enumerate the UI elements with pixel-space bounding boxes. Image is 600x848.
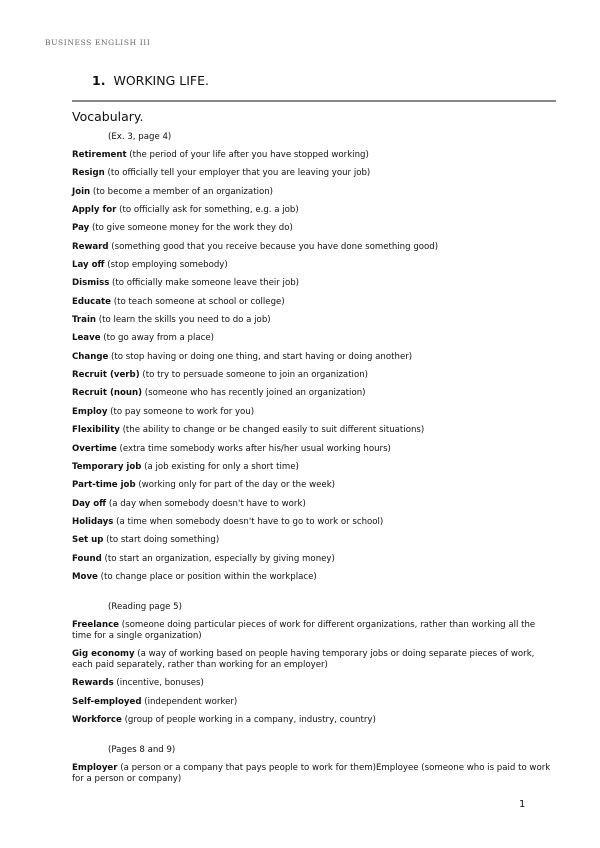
vocab-entry xyxy=(72,205,552,223)
vocab-term: Gig economy xyxy=(72,649,135,660)
vocab-entry xyxy=(72,535,552,553)
vocab-definition: (incentive, bonuses) xyxy=(113,678,204,689)
vocab-definition: (to start doing something) xyxy=(103,535,220,546)
vocab-definition: (a way of working based on people having temporary jobs or doing separate pieces of work, each paid separately, rather than working for an employer) xyxy=(72,649,535,671)
vocab-entry xyxy=(72,260,552,278)
vocab-entry xyxy=(72,649,552,678)
vocab-entry xyxy=(72,352,552,370)
vocab-definition: (something good that you receive because you have done something good) xyxy=(108,241,439,252)
chapter-number: 1. xyxy=(92,73,106,88)
vocab-definition: (to give someone money for the work they do) xyxy=(89,223,293,234)
vocab-definition: (to officially make someone leave their job) xyxy=(109,278,300,289)
vocabulary-list xyxy=(72,132,552,792)
chapter-title xyxy=(92,73,209,88)
horizontal-rule xyxy=(72,100,556,102)
vocab-entry xyxy=(72,407,552,425)
vocab-definition: (extra time somebody works after his/her usual working hours) xyxy=(116,443,391,454)
vocab-term: Set up xyxy=(72,535,104,546)
vocab-term: Resign xyxy=(72,168,105,179)
vocab-definition: (to start an organization, especially by giving money) xyxy=(101,553,335,564)
vocab-definition: (to try to persuade someone to join an organization) xyxy=(139,370,369,381)
vocab-entry xyxy=(72,187,552,205)
vocab-entry xyxy=(72,499,552,517)
vocab-term: Reward xyxy=(72,241,109,252)
vocab-term: Holidays xyxy=(72,516,114,527)
group-spacer xyxy=(72,590,552,602)
vocab-entry xyxy=(72,554,552,572)
exercise-reference: (Reading page 5) xyxy=(108,602,182,613)
running-header: BUSINESS ENGLISH III xyxy=(45,38,151,47)
vocab-term: Apply for xyxy=(72,205,117,216)
vocab-entry xyxy=(72,223,552,241)
vocab-term: Temporary job xyxy=(72,461,142,472)
vocab-term: Day off xyxy=(72,498,107,509)
exercise-reference: (Pages 8 and 9) xyxy=(108,745,176,756)
vocab-term: Recruit (noun) xyxy=(72,388,143,399)
vocab-term: Move xyxy=(72,571,98,582)
group-spacer xyxy=(72,733,552,745)
vocab-term: Educate xyxy=(72,296,111,307)
vocab-definition: (a time when somebody doesn't have to go to work or school) xyxy=(113,516,384,527)
vocab-term: Dismiss xyxy=(72,278,110,289)
vocab-definition: (someone doing particular pieces of work for different organizations, rather than working all the time for a single organization) xyxy=(72,620,536,642)
vocab-term: Change xyxy=(72,351,109,362)
vocab-definition: (to stop having or doing one thing, and start having or doing another) xyxy=(108,351,413,362)
vocab-entry xyxy=(72,150,552,168)
vocab-definition: (to officially ask for something, e.g. a job) xyxy=(116,205,299,216)
vocab-definition: (to pay someone to work for you) xyxy=(107,406,255,417)
vocab-term: Pay xyxy=(72,223,90,234)
vocab-term: Self-employed xyxy=(72,696,142,707)
vocab-definition: (to change place or position within the workplace) xyxy=(97,571,317,582)
vocab-term: Freelance xyxy=(72,620,120,631)
vocab-definition: (working only for part of the day or the week) xyxy=(135,480,336,491)
vocab-term: Flexibility xyxy=(72,425,120,436)
vocab-entry xyxy=(72,517,552,535)
vocab-term: Found xyxy=(72,553,102,564)
vocab-entry xyxy=(72,480,552,498)
vocab-term: Rewards xyxy=(72,678,114,689)
vocab-entry xyxy=(72,763,552,792)
vocab-term: Part-time job xyxy=(72,480,136,491)
page-number: 1 xyxy=(519,799,526,810)
vocab-definition: (to officially tell your employer that you are leaving your job) xyxy=(104,168,371,179)
vocab-definition: (group of people working in a company, industry, country) xyxy=(121,714,376,725)
vocab-entry xyxy=(72,333,552,351)
vocab-definition: (independent worker) xyxy=(141,696,238,707)
vocab-term: Train xyxy=(72,315,97,326)
vocab-entry xyxy=(72,572,552,590)
vocab-entry xyxy=(72,370,552,388)
vocab-entry xyxy=(72,242,552,260)
vocab-term: Join xyxy=(72,186,91,197)
vocab-entry xyxy=(72,678,552,696)
vocab-definition: (someone who has recently joined an organization) xyxy=(142,388,366,399)
vocab-entry xyxy=(72,715,552,733)
section-heading: Vocabulary. xyxy=(72,109,144,124)
vocab-entry xyxy=(72,620,552,649)
vocab-entry xyxy=(72,388,552,406)
vocab-definition: (a person or a company that pays people to work for them)Employee (someone who is paid to work for a person or company) xyxy=(72,763,551,785)
vocab-entry xyxy=(72,444,552,462)
vocab-definition: (to teach someone at school or college) xyxy=(110,296,285,307)
vocab-definition: (to become a member of an organization) xyxy=(90,186,274,197)
vocab-term: Retirement xyxy=(72,150,127,160)
vocab-entry xyxy=(72,315,552,333)
vocab-entry xyxy=(72,297,552,315)
vocab-definition: (the period of your life after you have stopped working) xyxy=(126,150,369,160)
chapter-title-text: WORKING LIFE. xyxy=(113,73,209,88)
vocab-definition: (to learn the skills you need to do a job) xyxy=(96,315,271,326)
vocab-entry xyxy=(72,462,552,480)
vocab-term: Leave xyxy=(72,333,101,344)
vocab-term: Employer xyxy=(72,763,118,774)
vocab-definition: (the ability to change or be changed easily to suit different situations) xyxy=(119,425,425,436)
vocab-term: Recruit (verb) xyxy=(72,370,140,381)
vocab-definition: (a day when somebody doesn't have to work) xyxy=(106,498,306,509)
vocab-definition: (to go away from a place) xyxy=(100,333,215,344)
vocab-term: Overtime xyxy=(72,443,117,454)
vocab-entry xyxy=(72,697,552,715)
vocab-term: Lay off xyxy=(72,260,105,271)
vocab-term: Employ xyxy=(72,406,108,417)
vocab-definition: (a job existing for only a short time) xyxy=(141,461,299,472)
vocab-entry xyxy=(72,278,552,296)
vocab-entry xyxy=(72,168,552,186)
exercise-reference: (Ex. 3, page 4) xyxy=(108,132,172,142)
vocab-term: Workforce xyxy=(72,714,122,725)
vocab-definition: (stop employing somebody) xyxy=(104,260,228,271)
vocab-entry xyxy=(72,425,552,443)
